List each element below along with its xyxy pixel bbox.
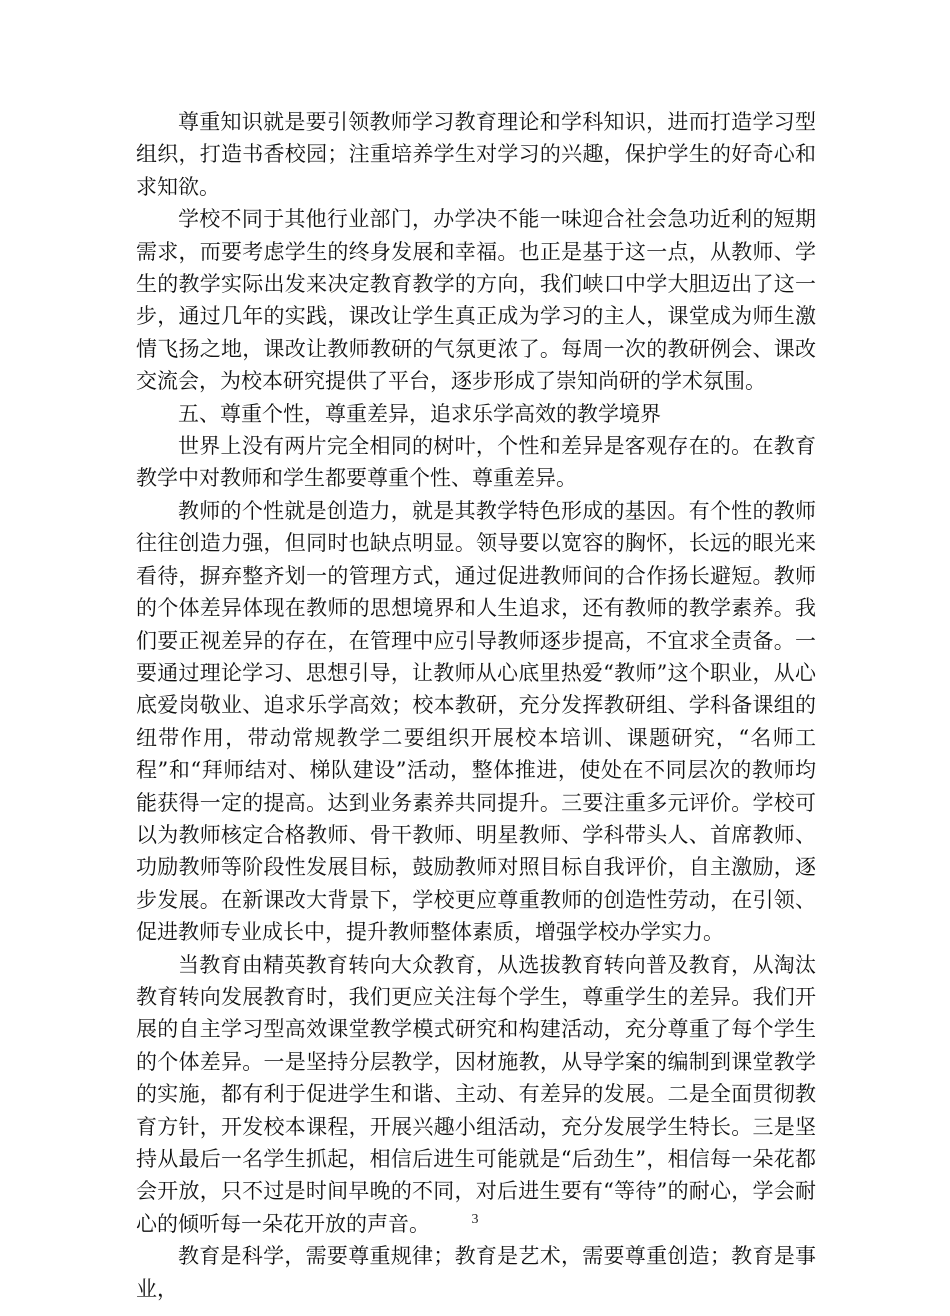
- paragraph-respect-knowledge: 尊重知识就是要引领教师学习教育理论和学科知识，进而打造学习型组织，打造书香校园；注重培养学生对学习的兴趣，保护学生的好奇心和求知欲。: [136, 110, 816, 199]
- paragraph-individuality: 世界上没有两片完全相同的树叶，个性和差异是客观存在的。在教育教学中对教师和学生都要尊重个性、尊重差异。: [136, 434, 816, 491]
- section-heading-five: 五、尊重个性，尊重差异，追求乐学高效的教学境界: [178, 401, 661, 426]
- page-number: 3: [471, 1212, 479, 1227]
- paragraph-teacher-individuality: 教师的个性就是创造力，就是其教学特色形成的基因。有个性的教师往往创造力强，但同时也缺点明显。领导要以宽容的胸怀，长远的眼光来看待，摒弃整齐划一的管理方式，通过促进教师间的合作扬长避短。教师的个体差异体现在教师的思想境界和人生追求，还有教师的教学素养。我们要正视差异的存在，在管理中应引导教师逐步提高，不宜求全责备。一要通过理论学习、思想引导，让教师从心底里热爱“教师”这个职业，从心底爱岗敬业、追求乐学高效；校本教研，充分发挥教研组、学科备课组的纽带作用，带动常规教学二要组织开展校本培训、课题研究，“名师工程”和“拜师结对、梯队建设”活动，整体推进，使处在不同层次的教师均能获得一定的提高。达到业务素养共同提升。三要注重多元评价。学校可以为教师核定合格教师、骨干教师、明星教师、学科带头人、首席教师、功励教师等阶段性发展目标，鼓励教师对照目标自我评价，自主激励，逐步发展。在新课改大背景下，学校更应尊重教师的创造性劳动，在引领、促进教师专业成长中，提升教师整体素质，增强学校办学实力。: [136, 498, 816, 945]
- paragraph-education-science: 教育是科学，需要尊重规律；教育是艺术，需要尊重创造；教育是事业，: [136, 1244, 816, 1301]
- document-body: [136, 106, 816, 1305]
- paragraph-school-reform: 学校不同于其他行业部门，办学决不能一味迎合社会急功近利的短期需求，而要考虑学生的终身发展和幸福。也正是基于这一点，从教师、学生的教学实际出发来决定教育教学的方向，我们峡口中学大胆迈出了这一步，通过几年的实践，课改让学生真正成为学习的主人，课堂成为师生激情飞扬之地，课改让教师教研的气氛更浓了。每周一次的教研例会、课改交流会，为校本研究提供了平台，逐步形成了崇知尚研的学术氛围。: [136, 207, 816, 394]
- paragraph-student-differences: 当教育由精英教育转向大众教育，从选拔教育转向普及教育，从淘汰教育转向发展教育时，我们更应关注每个学生，尊重学生的差异。我们开展的自主学习型高效课堂教学模式研究和构建活动，充分尊重了每个学生的个体差异。一是坚持分层教学，因材施教，从导学案的编制到课堂教学的实施，都有利于促进学生和谐、主动、有差异的发展。二是全面贯彻教育方针，开发校本课程，开展兴趣小组活动，充分发展学生特长。三是坚持从最后一名学生抓起，相信后进生可能就是“后劲生”，相信每一朵花都会开放，只不过是时间早晚的不同，对后进生要有“等待”的耐心，学会耐心的倾听每一朵花开放的声音。: [136, 952, 816, 1236]
